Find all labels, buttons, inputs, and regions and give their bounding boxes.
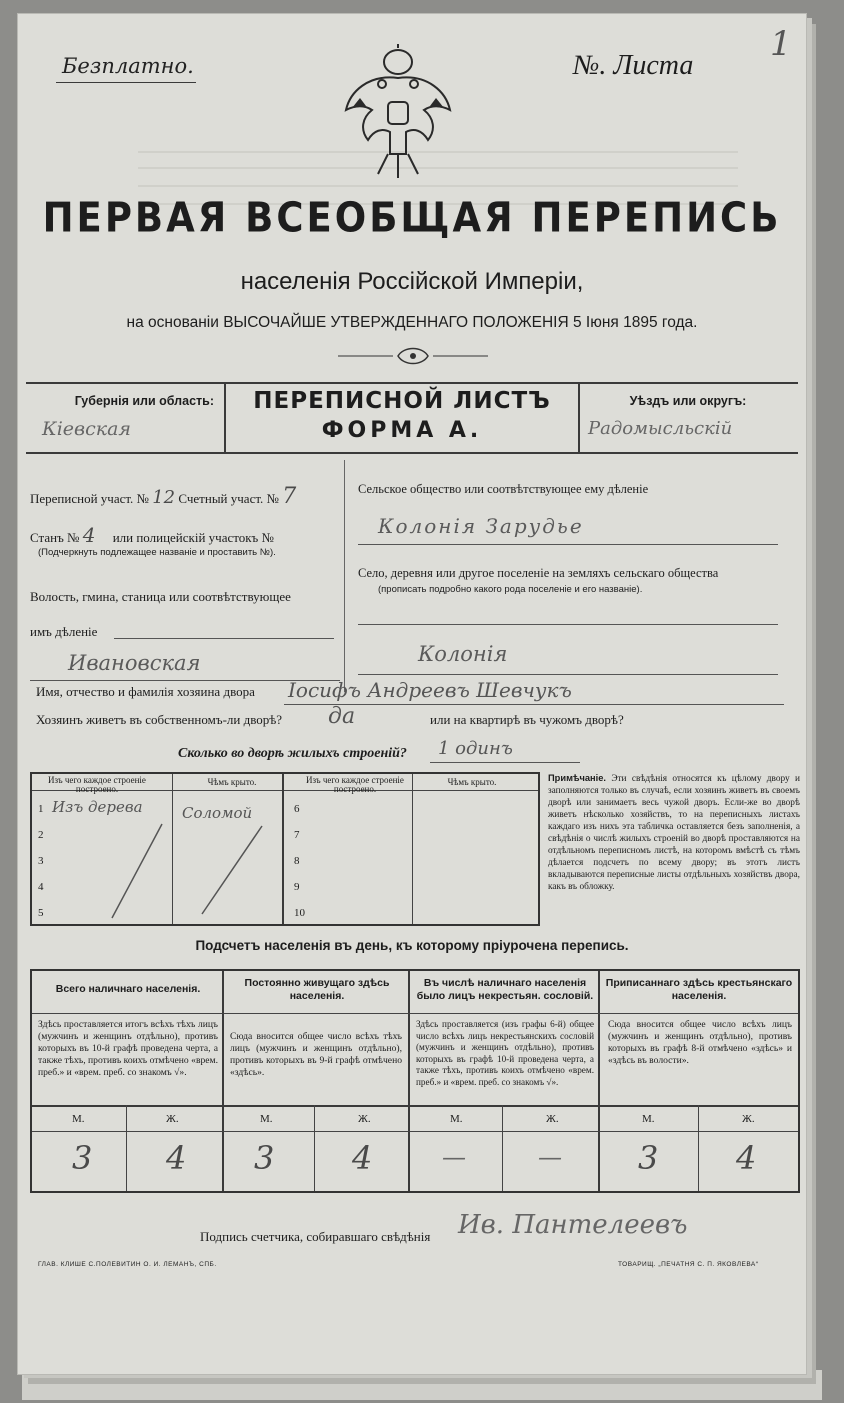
note-text: Эти свѣдѣнія относятся къ цѣлому двору и заполняются только въ случаѣ, если хозяинъ живетъ въ своемъ дворѣ или занимаетъ весь чужой дворъ. Если-же во дворѣ живетъ нѣсколько хозяйствъ, то на переписныхъ листахъ каждаго изъ нихъ эта табличка оставляется безъ заполненія, а свѣдѣнія о числѣ жилыхъ строеній во дворѣ проставляются на отдѣльномъ переписномъ листѣ, на которомъ вмѣстѣ съ тѣмъ дѣлается подсчетъ по всему двору; въ этотъ листъ вкладываются переписные листы отдѣльныхъ хозяйствъ двора, какъ въ обложку. bbox=[548, 774, 800, 892]
col1-f-value: 4 bbox=[166, 1139, 187, 1177]
census-basis: на основаніи ВЫСОЧАЙШЕ УТВЕРЖДЕННАГО ПОЛОЖЕНІЯ 5 Іюня 1895 года. bbox=[126, 314, 698, 331]
row1-roof: Соломой bbox=[182, 804, 253, 822]
society-value: Колонія Зарудье bbox=[378, 514, 584, 538]
row-number: 9 bbox=[294, 881, 300, 893]
material-header-right: Изъ чего каждое строеніе построено. bbox=[306, 775, 404, 794]
col1-m-label: М. bbox=[72, 1113, 85, 1125]
count-col-divider-2 bbox=[408, 971, 410, 1191]
village-value-line bbox=[358, 674, 778, 675]
count-header-rule bbox=[32, 1013, 798, 1014]
col2-f-label: Ж. bbox=[358, 1113, 371, 1125]
uezd-value: Радомысльскій bbox=[588, 418, 733, 439]
census-title: ПЕРВАЯ ВСЕОБЩАЯ ПЕРЕПИСЬ bbox=[42, 193, 782, 242]
row-number: 3 bbox=[38, 855, 44, 867]
count-mf-rule bbox=[32, 1131, 798, 1132]
signature-label: Подпись счетчика, собиравшаго свѣдѣнія bbox=[200, 1229, 431, 1244]
row1-material: Изъ дерева bbox=[52, 798, 143, 816]
band-bottom-rule bbox=[26, 452, 798, 454]
volost-label-2: имъ дѣленіе bbox=[30, 624, 98, 639]
col3-m-value: — bbox=[442, 1143, 466, 1171]
rows-left-numbers bbox=[38, 796, 44, 926]
count-mf-split-2 bbox=[314, 1105, 315, 1191]
free-underline bbox=[56, 82, 196, 83]
note-title: Примѣчаніе. bbox=[548, 773, 607, 783]
col4-m-label: М. bbox=[642, 1113, 655, 1125]
underlying-sheet-edge bbox=[22, 1370, 822, 1400]
count-col-divider-1 bbox=[222, 971, 224, 1191]
col3-f-label: Ж. bbox=[546, 1113, 559, 1125]
col4-f-label: Ж. bbox=[742, 1113, 755, 1125]
owner-name-line bbox=[284, 704, 784, 705]
count-mf-split-3 bbox=[502, 1105, 503, 1191]
col1-desc: Здѣсь проставляется итогъ всѣхъ тѣхъ лицъ (мужчинъ и женщинъ отдѣльно), противъ которыхъ въ 10-й графѣ проведена черта, а также тѣхъ, противъ коихъ отмѣчено «врем. преб.» и «врем. преб. со знакомъ √». bbox=[38, 1019, 218, 1078]
col2-desc: Сюда вносится общее число всѣхъ тѣхъ лицъ (мужчинъ и женщинъ отдѣльно), противъ которыхъ въ 9-й графѣ отмѣчено «здѣсь». bbox=[230, 1031, 402, 1078]
volost-label: Волость, гмина, станица или соотвѣтствующее bbox=[30, 589, 291, 604]
ornament-divider bbox=[338, 344, 488, 368]
roof-header-left: Чѣмъ крыто. bbox=[207, 777, 257, 787]
stan-value: 4 bbox=[82, 523, 96, 547]
imperial-eagle-emblem bbox=[338, 44, 458, 184]
guberniya-value: Кіевская bbox=[42, 418, 131, 440]
village-line bbox=[358, 624, 778, 625]
buildings-col-3 bbox=[412, 774, 413, 924]
rented-label: или на квартирѣ въ чужомъ дворѣ? bbox=[430, 712, 624, 727]
village-value: Колонія bbox=[418, 642, 508, 666]
own-yard-label: Хозяинъ живетъ въ собственномъ-ли дворѣ? bbox=[36, 712, 283, 727]
owner-name-label: Имя, отчество и фамилія хозяина двора bbox=[36, 684, 255, 699]
col4-m-value: 3 bbox=[638, 1139, 659, 1177]
counting-district-value: 7 bbox=[282, 484, 297, 509]
fields-divider bbox=[344, 460, 345, 692]
roof-header-right: Чѣмъ крыто. bbox=[447, 777, 497, 787]
col1-m-value: 3 bbox=[72, 1139, 93, 1177]
row-number: 4 bbox=[38, 881, 44, 893]
buildings-table bbox=[30, 772, 540, 926]
population-count-table bbox=[30, 969, 800, 1193]
rows-right-numbers bbox=[294, 796, 305, 926]
census-subtitle: населенія Россійской Имперіи, bbox=[240, 268, 584, 295]
row-number: 1 bbox=[38, 803, 44, 815]
stan-label: Станъ № bbox=[30, 530, 80, 545]
col1-header: Всего наличнаго населенія. bbox=[55, 983, 201, 995]
col2-header: Постоянно живущаго здѣсь населенія. bbox=[244, 977, 390, 1002]
col4-f-value: 4 bbox=[736, 1139, 757, 1177]
col3-f-value: — bbox=[538, 1143, 562, 1171]
census-district-label: Переписной участ. № bbox=[30, 491, 149, 506]
buildings-line bbox=[430, 762, 580, 763]
society-label: Сельское общество или соотвѣтствующее ему дѣленіе bbox=[358, 482, 649, 496]
village-note: (прописать подробно какого рода поселеніе и его названіе). bbox=[378, 584, 643, 595]
society-line bbox=[358, 544, 778, 545]
row-number: 8 bbox=[294, 855, 300, 867]
footer-print-right: ТОВАРИЩ. „ПЕЧАТНЯ С. П. ЯКОВЛЕВА“ bbox=[618, 1261, 759, 1268]
note-block bbox=[548, 772, 800, 893]
uezd-label: Уѣздъ или округъ: bbox=[629, 394, 747, 408]
col3-desc: Здѣсь проставляется (изъ графы 6-й) общее число всѣхъ лицъ некрестьянскихъ сословій (мужчинъ и женщинъ отдѣльно), противъ которыхъ въ графѣ 10-й проведена черта, а также тѣхъ, противъ коихъ отмѣчено «врем. преб.» и «врем. преб. со знакомъ √». bbox=[416, 1019, 594, 1087]
col4-header: Приписаннаго здѣсь крестьянскаго населенія. bbox=[605, 977, 793, 1002]
col2-m-value: 3 bbox=[254, 1139, 275, 1177]
stan-row bbox=[30, 523, 274, 547]
form-subtitle: ФОРМА А. bbox=[321, 418, 483, 443]
signature-value: Ив. Пантелеевъ bbox=[458, 1210, 688, 1240]
row-number: 2 bbox=[38, 829, 44, 841]
count-mf-split-4 bbox=[698, 1105, 699, 1191]
strike-lines bbox=[92, 814, 282, 924]
col3-m-label: М. bbox=[450, 1113, 463, 1125]
row-number: 5 bbox=[38, 907, 44, 919]
col2-f-value: 4 bbox=[352, 1139, 373, 1177]
census-sheet bbox=[18, 14, 806, 1374]
col2-m-label: М. bbox=[260, 1113, 273, 1125]
col3-header: Въ числѣ наличнаго населенія было лицъ некрестьян. сословій. bbox=[416, 977, 594, 1002]
count-desc-rule bbox=[32, 1105, 798, 1107]
buildings-label: Сколько во дворѣ жилыхъ строеній? bbox=[178, 746, 407, 761]
count-mf-split-1 bbox=[126, 1105, 127, 1191]
row-number: 10 bbox=[294, 907, 305, 919]
band-top-rule bbox=[26, 382, 798, 384]
owner-name-value: Іосифъ Андреевъ Шевчукъ bbox=[288, 678, 572, 702]
buildings-mid bbox=[282, 774, 284, 924]
row-number: 6 bbox=[294, 803, 300, 815]
material-header-left: Изъ чего каждое строеніе построено. bbox=[48, 775, 146, 794]
buildings-value: 1 одинъ bbox=[438, 738, 513, 759]
footer-print-left: ГЛАВ. КЛИШЕ С.ПОЛЕВИТИН О. И. ЛЕМАНЪ, СПБ. bbox=[38, 1261, 217, 1268]
police-district-label: или полицейскій участокъ № bbox=[112, 530, 274, 545]
stan-note: (Подчеркнуть подлежащее названіе и проставить №). bbox=[38, 547, 276, 558]
census-district-value: 12 bbox=[152, 487, 176, 508]
census-district-row bbox=[30, 484, 296, 509]
form-title: ПЕРЕПИСНОЙ ЛИСТЪ bbox=[253, 388, 551, 414]
guberniya-label: Губернія или область: bbox=[74, 394, 214, 408]
village-label: Село, деревня или другое поселеніе на земляхъ сельскаго общества bbox=[358, 566, 719, 580]
counting-district-label: Счетный участ. № bbox=[178, 491, 279, 506]
free-label: Безплатно. bbox=[62, 54, 194, 78]
count-col-divider-3 bbox=[598, 971, 600, 1191]
sheet-number-value: 1 bbox=[770, 24, 792, 64]
col4-desc: Сюда вносится общее число всѣхъ лицъ (мужчинъ и женщинъ отдѣльно), противъ которыхъ въ графѣ 8-й отмѣчено «здѣсь» и «здѣсь въ волости». bbox=[608, 1019, 792, 1066]
count-title: Подсчетъ населенія въ день, къ которому пріурочена перепись. bbox=[195, 938, 629, 953]
own-yard-value: да bbox=[328, 704, 356, 729]
volost-underline bbox=[114, 638, 334, 639]
row-number: 7 bbox=[294, 829, 300, 841]
col1-f-label: Ж. bbox=[166, 1113, 179, 1125]
volost-value: Ивановская bbox=[68, 651, 201, 675]
sheet-number-label: №. Листа bbox=[573, 50, 694, 81]
